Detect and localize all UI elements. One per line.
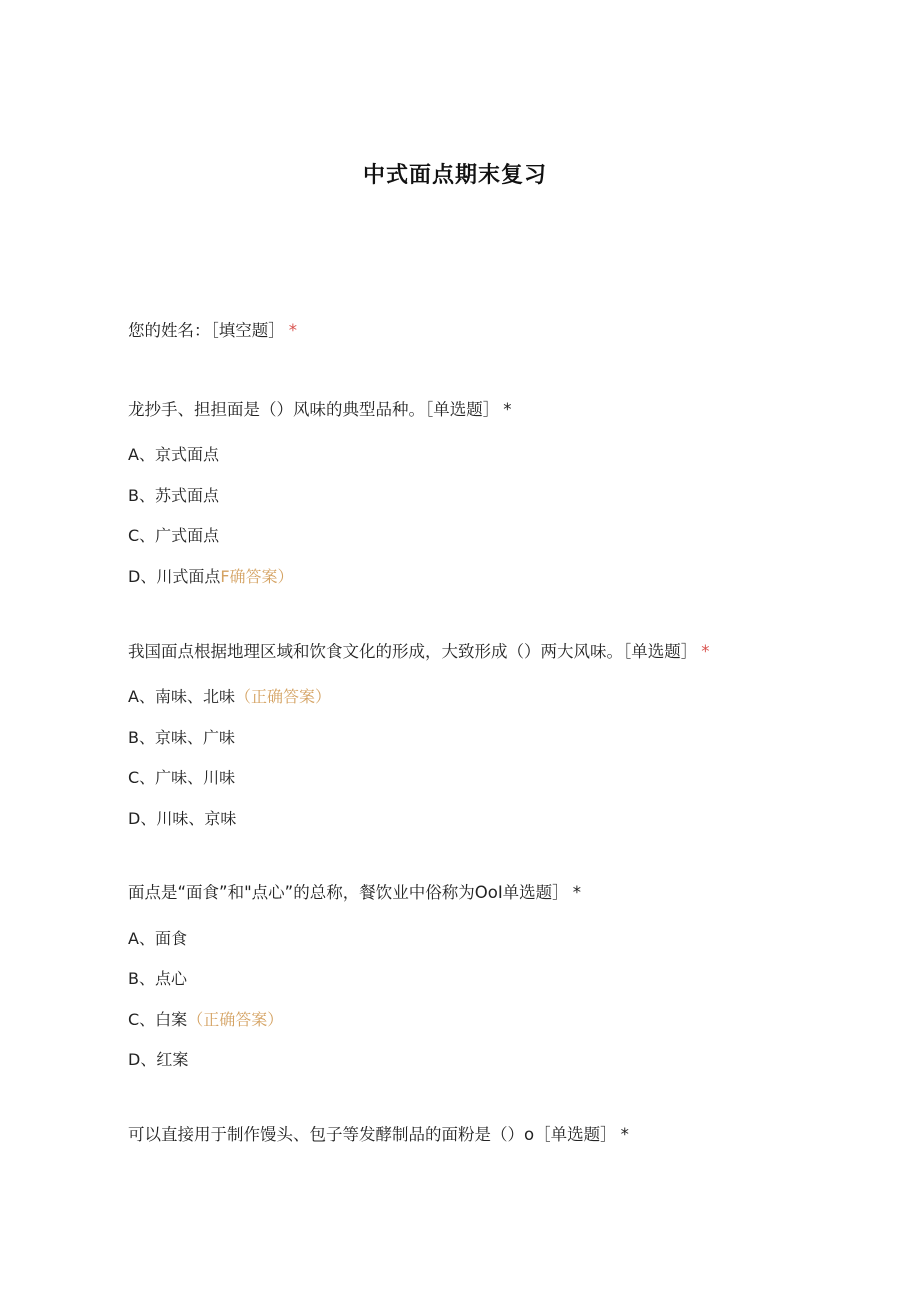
required-mark: * [701, 642, 710, 661]
option-label: B、点心 [128, 969, 187, 988]
option-label: C、广味、川味 [128, 768, 236, 787]
option-label: B、苏式面点 [128, 486, 219, 505]
question-text: 我国面点根据地理区域和饮食文化的形成，大致形成（）两大风味。［单选题］ [128, 642, 698, 661]
page-title: 中式面点期末复习 [362, 163, 547, 188]
option-1-b[interactable] [128, 485, 219, 507]
required-mark: * [620, 1125, 629, 1144]
option-label: D、川味、京味 [128, 809, 237, 828]
question-3 [128, 882, 581, 904]
option-2-a[interactable] [128, 686, 331, 708]
correct-answer-mark: F确答案） [220, 567, 294, 586]
correct-answer-mark: （正确答案） [187, 1010, 284, 1029]
name-question [128, 320, 297, 342]
question-text: 面点是“面食”和"点心”的总称，餐饮业中俗称为OoI单选题］ [128, 883, 569, 902]
option-1-d[interactable] [128, 566, 294, 588]
question-4 [128, 1124, 629, 1146]
required-mark: * [572, 883, 581, 902]
question-text: 可以直接用于制作馒头、包子等发酵制品的面粉是（）o［单选题］ [128, 1125, 617, 1144]
option-3-b[interactable] [128, 968, 187, 990]
option-1-a[interactable] [128, 444, 219, 466]
option-2-b[interactable] [128, 727, 235, 749]
option-3-a[interactable] [128, 928, 187, 950]
question-2 [128, 641, 710, 663]
option-3-d[interactable] [128, 1049, 188, 1071]
option-2-d[interactable] [128, 808, 236, 830]
option-label: D、川式面点 [128, 567, 221, 586]
required-mark: * [503, 400, 512, 419]
option-label: A、面食 [128, 929, 187, 948]
option-label: A、南味、北味 [128, 687, 235, 706]
option-3-c[interactable] [128, 1009, 283, 1031]
question-text: 龙抄手、担担面是（）风味的典型品种。［单选题］ [128, 400, 500, 419]
option-label: C、广式面点 [128, 526, 220, 545]
option-label: A、京式面点 [128, 445, 219, 464]
option-label: C、白案 [128, 1010, 188, 1029]
correct-answer-mark: （正确答案） [234, 687, 331, 706]
question-text: 您的姓名：［填空题］ [128, 321, 285, 340]
option-2-c[interactable] [128, 767, 235, 789]
required-mark: * [288, 321, 297, 340]
option-label: D、红案 [128, 1050, 189, 1069]
option-label: B、京味、广味 [128, 728, 235, 747]
option-1-c[interactable] [128, 525, 219, 547]
question-1 [128, 399, 512, 421]
